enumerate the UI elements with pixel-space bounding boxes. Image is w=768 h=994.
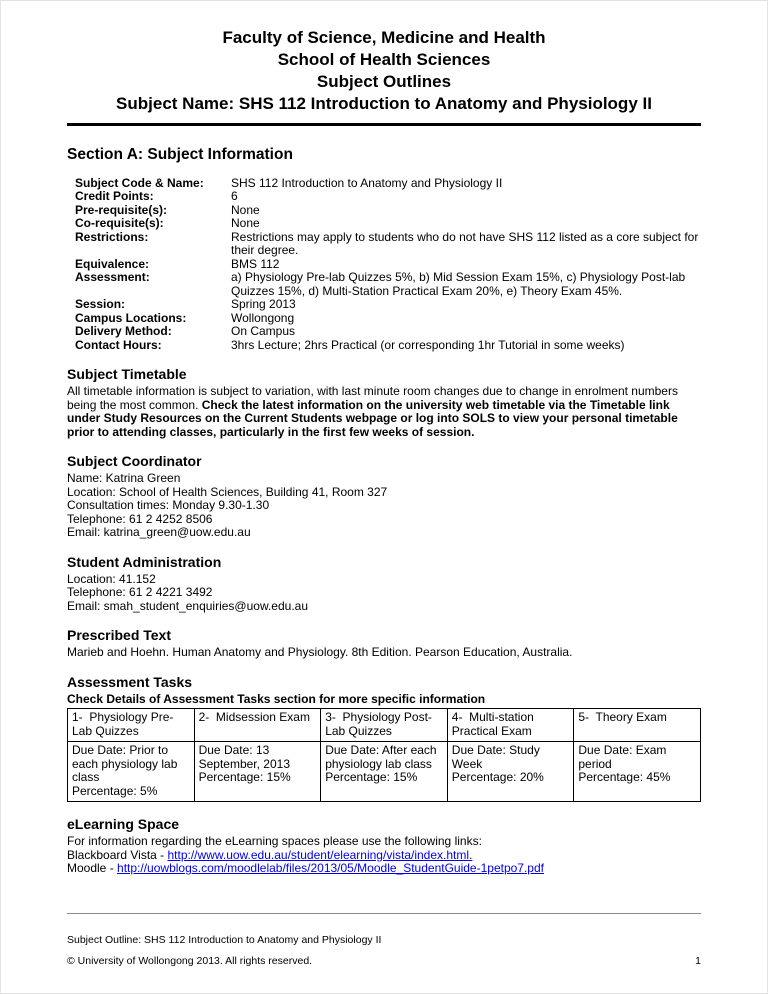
timetable-text-normal: All timetable information is subject to variation, with last minute room changes due to change in enrolment numbers being the most common.: [67, 384, 678, 412]
assessment-percentage-4: Percentage: 20%: [451, 770, 544, 784]
info-label-session: Session:: [75, 297, 126, 311]
subject-coordinator-heading: Subject Coordinator: [67, 453, 202, 469]
assessment-title-row: [68, 709, 701, 742]
assessment-task-details-1: [68, 742, 195, 802]
admin-telephone-line: Telephone: 61 2 4221 3492: [67, 585, 213, 599]
header-divider: [67, 123, 701, 126]
info-label-subject-code: Subject Code & Name:: [75, 175, 204, 190]
assessment-task-title-1: 1- Physiology Pre-Lab Quizzes: [68, 709, 195, 742]
footer-page-number: 1: [695, 955, 701, 967]
subject-timetable-paragraph: [67, 385, 701, 439]
info-label-pre-requisites: Pre-requisite(s):: [75, 202, 168, 217]
coordinator-location-line: Location: School of Health Sciences, Building 41, Room 327: [67, 484, 388, 499]
footer-divider: [67, 913, 701, 914]
moodle-label: Moodle -: [67, 861, 118, 875]
info-value-session: Spring 2013: [231, 297, 296, 311]
prescribed-text-heading: Prescribed Text: [67, 627, 172, 643]
student-administration-heading: Student Administration: [67, 553, 222, 570]
info-value-equivalence: BMS 112: [231, 256, 280, 271]
info-value-assessment: a) Physiology Pre-lab Quizzes 5%, b) Mid Session Exam 15%, c) Physiology Post-lab Quizzes 15%, d) Multi-Station Practical Exam 20%, e) Theory Exam 45%.: [231, 270, 686, 298]
moodle-line: [67, 862, 701, 876]
info-value-credit-points: 6: [231, 189, 238, 203]
info-value-delivery-method: On Campus: [231, 324, 296, 338]
coordinator-consultation-line: Consultation times: Monday 9.30-1.30: [67, 498, 270, 512]
assessment-percentage-2: Percentage: 15%: [198, 770, 291, 784]
elearning-intro-line: For information regarding the eLearning spaces please use the following links:: [67, 834, 482, 848]
assessment-task-title-5: 5- Theory Exam: [574, 709, 701, 742]
assessment-tasks-table: [67, 708, 701, 802]
timetable-text-bold: Check the latest information on the university web timetable via the Timetable link under Study Resources on the Current Students webpage or log into SOLS to view your personal timetable prior to attending classes, particularly in the first few weeks of session.: [67, 397, 678, 439]
blackboard-vista-link[interactable]: http://www.uow.edu.au/student/elearning/vista/index.html.: [167, 847, 473, 862]
info-value-campus-locations: Wollongong: [231, 310, 295, 325]
info-value-contact-hours: 3hrs Lecture; 2hrs Practical (or corresponding 1hr Tutorial in some weeks): [231, 337, 625, 352]
assessment-task-details-5: [574, 742, 701, 802]
moodle-link[interactable]: http://uowblogs.com/moodlelab/files/2013/05/Moodle_StudentGuide-1petpo7.pdf: [117, 861, 544, 875]
blackboard-vista-label: Blackboard Vista -: [67, 847, 168, 862]
info-label-campus-locations: Campus Locations:: [75, 310, 187, 325]
subject-name-title: Subject Name: SHS 112 Introduction to Anatomy and Physiology II: [116, 94, 652, 113]
coordinator-email-line: Email: katrina_green@uow.edu.au: [67, 525, 251, 539]
admin-location-line: Location: 41.152: [67, 571, 156, 586]
assessment-percentage-1: Percentage: 5%: [72, 783, 158, 798]
assessment-tasks-subtitle: Check Details of Assessment Tasks section for more specific information: [67, 691, 486, 706]
assessment-due-4: Due Date: Study Week: [451, 743, 540, 771]
section-a-heading: Section A: Subject Information: [67, 145, 293, 163]
document-type-title: Subject Outlines: [316, 72, 452, 91]
page-footer: [67, 913, 701, 967]
coordinator-name-line: Name: Katrina Green: [67, 471, 181, 485]
footer-copyright-row: [67, 955, 701, 967]
blackboard-vista-line: [67, 849, 701, 863]
page-content: [1, 1, 767, 876]
info-value-subject-code: SHS 112 Introduction to Anatomy and Physiology II: [231, 175, 503, 190]
info-label-contact-hours: Contact Hours:: [75, 337, 162, 352]
info-label-co-requisites: Co-requisite(s):: [75, 216, 164, 230]
document-header: [67, 27, 701, 115]
assessment-task-details-3: [321, 742, 448, 802]
admin-email-line: Email: smah_student_enquiries@uow.edu.au: [67, 598, 308, 613]
info-value-co-requisites: None: [231, 216, 260, 230]
assessment-percentage-5: Percentage: 45%: [578, 770, 671, 784]
assessment-due-2: Due Date: 13 September, 2013: [198, 743, 290, 771]
info-value-pre-requisites: None: [231, 202, 260, 217]
info-label-restrictions: Restrictions:: [75, 229, 149, 244]
info-label-credit-points: Credit Points:: [75, 189, 154, 203]
assessment-due-1: Due Date: Prior to each physiology lab class: [72, 743, 178, 784]
subject-timetable-heading: Subject Timetable: [67, 366, 187, 382]
footer-copyright-text: © University of Wollongong 2013. All rights reserved.: [67, 955, 313, 967]
info-label-delivery-method: Delivery Method:: [75, 324, 172, 338]
assessment-task-title-2: 2- Midsession Exam: [194, 709, 321, 742]
assessment-details-row: [68, 742, 701, 802]
info-label-assessment: Assessment:: [75, 270, 150, 284]
info-label-equivalence: Equivalence:: [75, 256, 150, 271]
elearning-space-heading: eLearning Space: [67, 816, 180, 832]
info-value-restrictions: Restrictions may apply to students who do not have SHS 112 listed as a core subject for their degree.: [231, 229, 699, 257]
assessment-task-details-2: [194, 742, 321, 802]
assessment-due-5: Due Date: Exam period: [578, 743, 667, 771]
prescribed-text-line: Marieb and Hoehn. Human Anatomy and Physiology. 8th Edition. Pearson Education, Australia.: [67, 645, 573, 659]
assessment-task-details-4: [447, 742, 574, 802]
assessment-task-title-4: 4- Multi-station Practical Exam: [447, 709, 574, 742]
assessment-due-3: Due Date: After each physiology lab class: [325, 743, 437, 771]
subject-info-table: [75, 177, 701, 353]
assessment-tasks-heading: Assessment Tasks: [67, 673, 193, 690]
coordinator-telephone-line: Telephone: 61 2 4252 8506: [67, 511, 213, 526]
assessment-percentage-3: Percentage: 15%: [325, 770, 418, 784]
footer-subject-outline-text: Subject Outline: SHS 112 Introduction to Anatomy and Physiology II: [67, 934, 382, 946]
faculty-title: Faculty of Science, Medicine and Health: [222, 28, 546, 47]
assessment-task-title-3: 3- Physiology Post-Lab Quizzes: [321, 709, 448, 742]
school-title: School of Health Sciences: [277, 50, 491, 69]
